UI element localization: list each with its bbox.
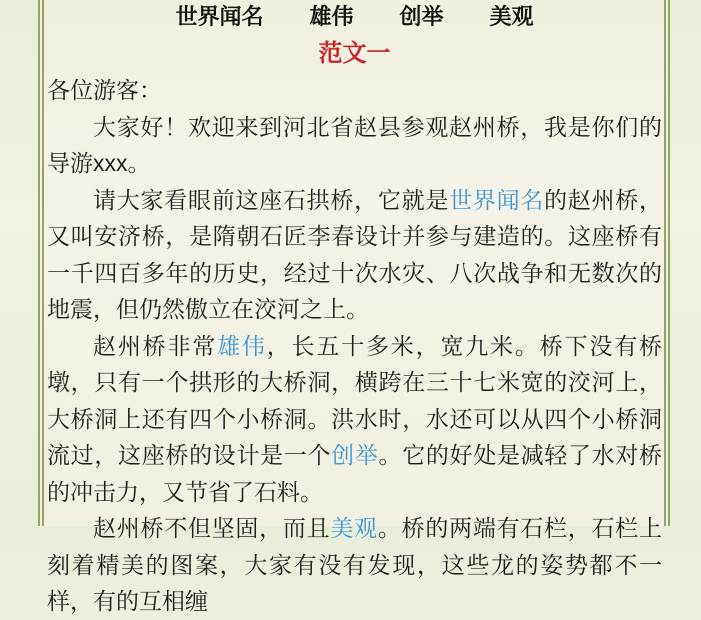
vocab-word-xiongwei: 雄伟 [309,4,354,29]
text-segment: 。它的好处是减轻了水对桥的冲击力，又节省了石料。 [47,442,663,505]
vocab-word-shijiewenming: 世界闻名 [175,4,264,29]
text-segment: 。桥的两端有石栏，石栏上刻着精美的图案，大家有没有发现，这些龙的姿势都不一样，有的互相缠 [47,515,663,614]
text-segment: 的赵州桥，又叫安济桥，是隋朝石匠李春设计并参与建造的。这座桥有一千四百多年的历史，经过十次水灾、八次战争和无数次的地震，但仍然傲立在洨河之上。 [47,186,663,322]
essay-paragraph [47,510,662,620]
vocab-word-meiguan: 美观 [489,4,534,29]
text-segment: 赵州桥不但坚固，而且 [93,515,331,541]
essay-title: 范文一 [318,39,391,67]
highlighted-term: 世界闻名 [449,186,545,213]
highlighted-term: 雄伟 [217,332,267,359]
essay-paragraphs [47,109,662,620]
highlighted-term: 创举 [331,442,379,468]
text-segment: 大家好！欢迎来到河北省赵县参观赵州桥，我是你们的导游xxx。 [47,113,662,176]
essay-panel [38,0,670,614]
highlighted-term: 美观 [330,515,378,541]
vocab-word-list [47,0,662,36]
essay-paragraph [47,182,662,328]
essay-paragraph [47,109,662,182]
text-segment: 请大家看眼前这座石拱桥，它就是 [93,186,450,213]
essay-content [47,0,662,620]
salutation-line: 各位游客： [47,77,162,103]
text-segment: 赵州桥非常 [93,332,218,359]
vocab-word-chuangju: 创举 [399,4,444,29]
text-segment: ，长五十多米，宽九米。桥下没有桥墩，只有一个拱形的大桥洞，横跨在三十七米宽的洨河上，大桥洞上还有四个小桥洞。洪水时，水还可以从四个小桥洞流过，这座桥的设计是一个 [47,332,663,468]
essay-paragraph [47,328,662,511]
